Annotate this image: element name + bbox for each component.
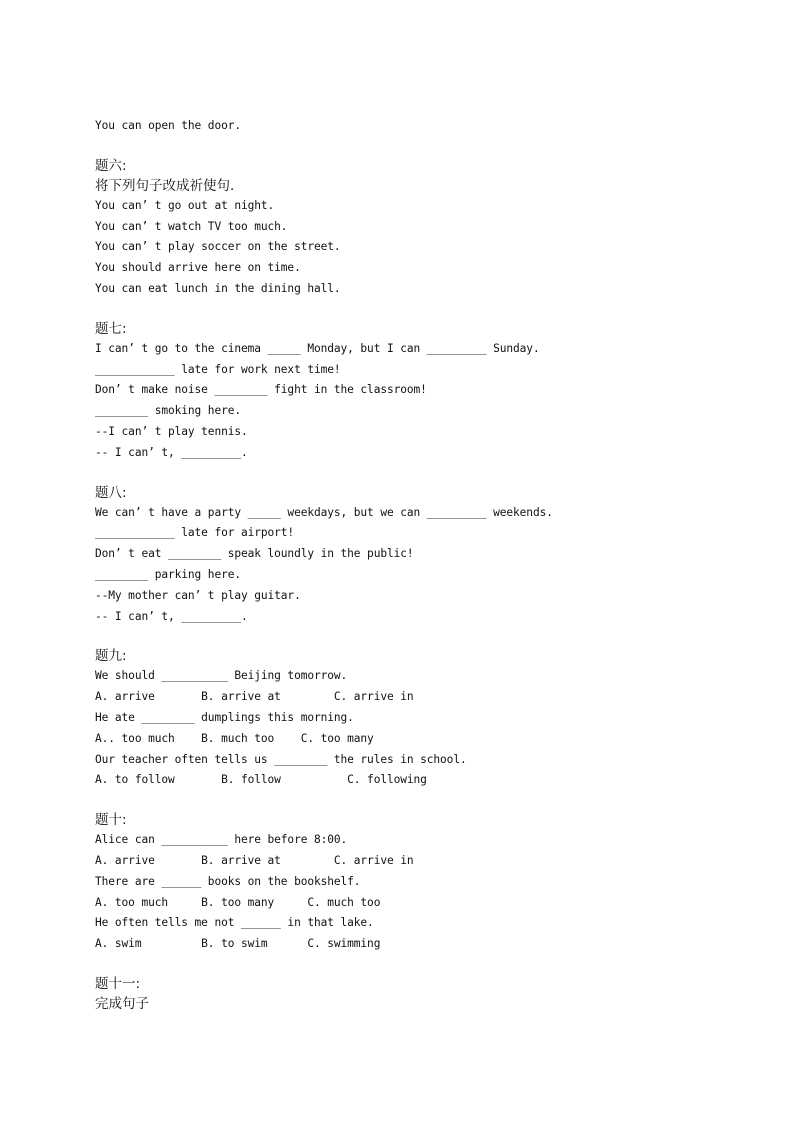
section-instruction: 将下列句子改成祈使句.: [95, 177, 235, 194]
sections-container: [95, 156, 755, 1014]
section-instruction: 完成句子: [95, 995, 149, 1012]
worksheet-page: [95, 116, 755, 1014]
exercise-line: You can’ t go out at night.: [95, 198, 275, 212]
exercise-line: ____________ late for work next time!: [95, 362, 341, 376]
section-heading: 题十一:: [95, 975, 141, 992]
exercise-line: He ate ________ dumplings this morning.: [95, 710, 354, 724]
exercise-line: -- I can’ t, _________.: [95, 445, 248, 459]
exercise-line: Our teacher often tells us ________ the rules in school.: [95, 752, 467, 766]
exercise-line: I can’ t go to the cinema _____ Monday, but I can _________ Sunday.: [95, 341, 540, 355]
section-5: [95, 810, 755, 955]
exercise-line: We should __________ Beijing tomorrow.: [95, 669, 348, 683]
exercise-line: A. to follow B. follow C. following: [95, 773, 427, 787]
exercise-line: -- I can’ t, _________.: [95, 609, 248, 623]
exercise-line: You can eat lunch in the dining hall.: [95, 281, 341, 295]
exercise-line: You should arrive here on time.: [95, 261, 301, 275]
exercise-line: A. arrive B. arrive at C. arrive in: [95, 853, 414, 867]
exercise-line: ________ smoking here.: [95, 404, 241, 418]
exercise-line: A. arrive B. arrive at C. arrive in: [95, 690, 414, 704]
exercise-line: There are ______ books on the bookshelf.: [95, 874, 361, 888]
exercise-line: He often tells me not ______ in that lake.: [95, 916, 374, 930]
exercise-line: --I can’ t play tennis.: [95, 424, 248, 438]
intro-line: You can open the door.: [95, 119, 241, 132]
exercise-line: We can’ t have a party _____ weekdays, but we can _________ weekends.: [95, 505, 553, 519]
exercise-line: Alice can __________ here before 8:00.: [95, 833, 348, 847]
section-2: [95, 319, 755, 464]
section-heading: 题六:: [95, 157, 127, 174]
section-3: [95, 483, 755, 628]
exercise-line: A. swim B. to swim C. swimming: [95, 937, 381, 951]
exercise-line: You can’ t watch TV too much.: [95, 219, 288, 233]
exercise-line: ________ parking here.: [95, 567, 241, 581]
section-heading: 题八:: [95, 484, 127, 501]
section-heading: 题十:: [95, 812, 127, 829]
section-6: [95, 974, 755, 1014]
section-heading: 题九:: [95, 648, 127, 665]
exercise-line: A.. too much B. much too C. too many: [95, 731, 374, 745]
section-heading: 题七:: [95, 320, 127, 337]
exercise-line: A. too much B. too many C. much too: [95, 895, 381, 909]
section-4: [95, 646, 755, 791]
exercise-line: Don’ t eat ________ speak loundly in the public!: [95, 547, 414, 561]
exercise-line: ____________ late for airport!: [95, 526, 295, 540]
exercise-line: Don’ t make noise ________ fight in the classroom!: [95, 383, 427, 397]
exercise-line: You can’ t play soccer on the street.: [95, 240, 341, 254]
exercise-line: --My mother can’ t play guitar.: [95, 588, 301, 602]
section-1: [95, 156, 755, 300]
